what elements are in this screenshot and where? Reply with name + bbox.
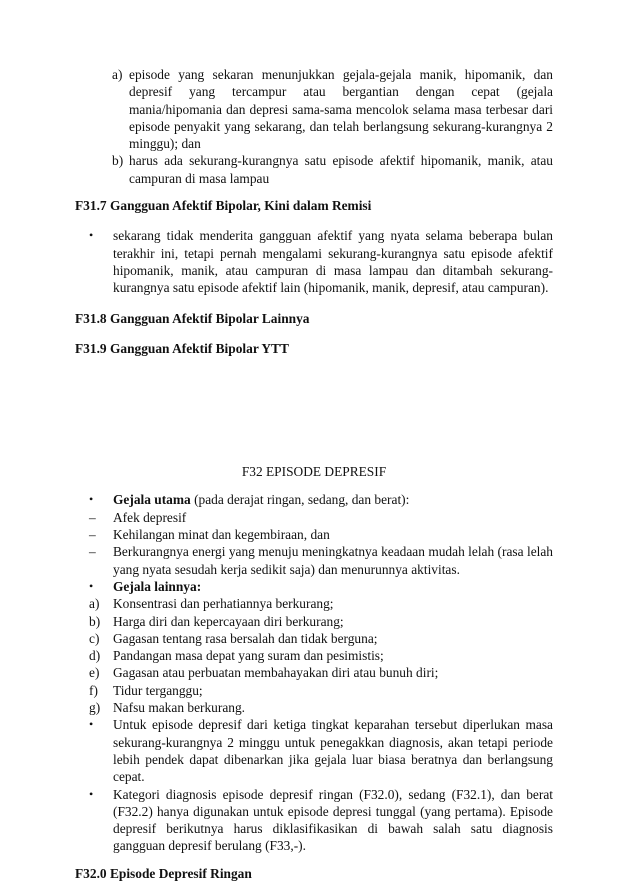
criteria-list [112, 66, 553, 187]
list-item-text: Kategori diagnosis episode depresif ringan (F32.0), sedang (F32.1), dan berat (F32.2) hanya digunakan untuk episode depresi tunggal (yang pertama). Episode depresif berikutnya harus diklasifikasikan di bawah salah satu diagnosis gangguan depresif berulang (F33,-). [113, 786, 553, 854]
list-marker: d) [89, 648, 101, 664]
list-item [112, 152, 553, 187]
dash-icon: – [89, 509, 96, 525]
list-item-text: sekarang tidak menderita gangguan afektif yang nyata selama beberapa bulan terakhir ini, tetapi pernah mengalami sekurang-kurangnya satu episode afektif hipomanik, manik, atau campuran di masa lampau dan ditambah sekurang-kurangnya satu episode afektif lain (hipomanik, manik, depresif, atau campuran). [113, 228, 553, 296]
list-item [89, 491, 553, 508]
list-item-text: Tidur terganggu; [113, 682, 203, 698]
list-item [112, 66, 553, 152]
list-item [89, 227, 553, 296]
f317-bullet-list [89, 227, 553, 296]
list-item-text: Untuk episode depresif dari ketiga tingkat keparahan tersebut diperlukan masa sekurang-kurangnya 2 minggu untuk penegakkan diagnosis, akan tetapi periode lebih pendek dapat dibenarkan jika gejala luar biasa beratnya dan berlangsung cepat. [113, 717, 553, 785]
list-item [89, 613, 553, 630]
list-item [89, 716, 553, 785]
list-item [89, 786, 553, 855]
list-item [89, 682, 553, 699]
list-item [89, 526, 553, 543]
bullet-icon: • [89, 786, 94, 801]
list-item-text: Gagasan atau perbuatan membahayakan diri atau bunuh diri; [113, 665, 439, 681]
list-item-text: harus ada sekurang-kurangnya satu episode afektif hipomanik, manik, atau campuran di masa lampau [129, 153, 553, 186]
list-item-text: Nafsu makan berkurang. [113, 700, 245, 716]
list-item-text: Konsentrasi dan perhatiannya berkurang; [113, 596, 334, 612]
list-marker: e) [89, 665, 100, 681]
list-marker: f) [89, 682, 98, 698]
list-item-text [113, 491, 553, 508]
list-item [89, 630, 553, 647]
gejala-lainnya-list [89, 595, 553, 716]
list-marker: b) [89, 613, 101, 629]
list-marker: a) [89, 596, 100, 612]
list-item-text: episode yang sekaran menunjukkan gejala-gejala manik, hipomanik, dan depresif yang tercampur atau bergantian dengan cepat (gejala mania/hipomania dan depresi sama-sama mencolok selama masa terbesar dari episode penyakit yang sekarang, dan telah berlangsung sekurang-kurangnya 2 minggu); dan [129, 67, 553, 152]
f32-bullet-list [89, 491, 553, 854]
gejala-utama-list [89, 509, 553, 578]
list-item [89, 664, 553, 681]
list-item [89, 578, 553, 595]
list-item [89, 509, 553, 526]
bullet-icon: • [89, 717, 94, 732]
list-item-text: Harga diri dan kepercayaan diri berkurang; [113, 613, 344, 629]
bullet-icon: • [89, 492, 94, 507]
list-item-text: Kehilangan minat dan kegembiraan, dan [113, 527, 330, 543]
list-item-text: Afek depresif [113, 509, 187, 525]
list-item [89, 595, 553, 612]
dash-icon: – [89, 544, 96, 560]
section-heading-f317: F31.7 Gangguan Afektif Bipolar, Kini dalam Remisi [75, 198, 372, 214]
bullet-icon: • [89, 228, 94, 243]
dash-icon: – [89, 527, 96, 543]
list-marker: c) [89, 630, 100, 646]
bullet-icon: • [89, 578, 94, 593]
list-item-text: Berkurangnya energi yang menuju meningkatnya keadaan mudah lelah (rasa lelah yang nyata sesudah kerja sedikit saja) dan menurunnya aktivitas. [113, 544, 553, 577]
list-marker: b) [112, 153, 124, 169]
list-item-text: Gagasan tentang rasa bersalah dan tidak berguna; [113, 630, 378, 646]
gejala-lainnya-label: Gejala lainnya: [113, 578, 202, 594]
section-heading-f318: F31.8 Gangguan Afektif Bipolar Lainnya [75, 310, 310, 326]
list-item [89, 647, 553, 664]
section-title-f32: F32 EPISODE DEPRESIF [241, 464, 387, 480]
list-item-text: Pandangan masa depat yang suram dan pesimistis; [113, 648, 384, 664]
section-heading-f319: F31.9 Gangguan Afektif Bipolar YTT [75, 340, 289, 356]
list-item [89, 699, 553, 716]
gejala-utama-rest: (pada derajat ringan, sedang, dan berat): [190, 492, 410, 508]
list-marker: a) [112, 67, 123, 82]
gejala-utama-label: Gejala utama [113, 492, 191, 508]
section-heading-f320: F32.0 Episode Depresif Ringan [75, 865, 252, 881]
list-item [89, 543, 553, 578]
list-marker: g) [89, 700, 101, 716]
